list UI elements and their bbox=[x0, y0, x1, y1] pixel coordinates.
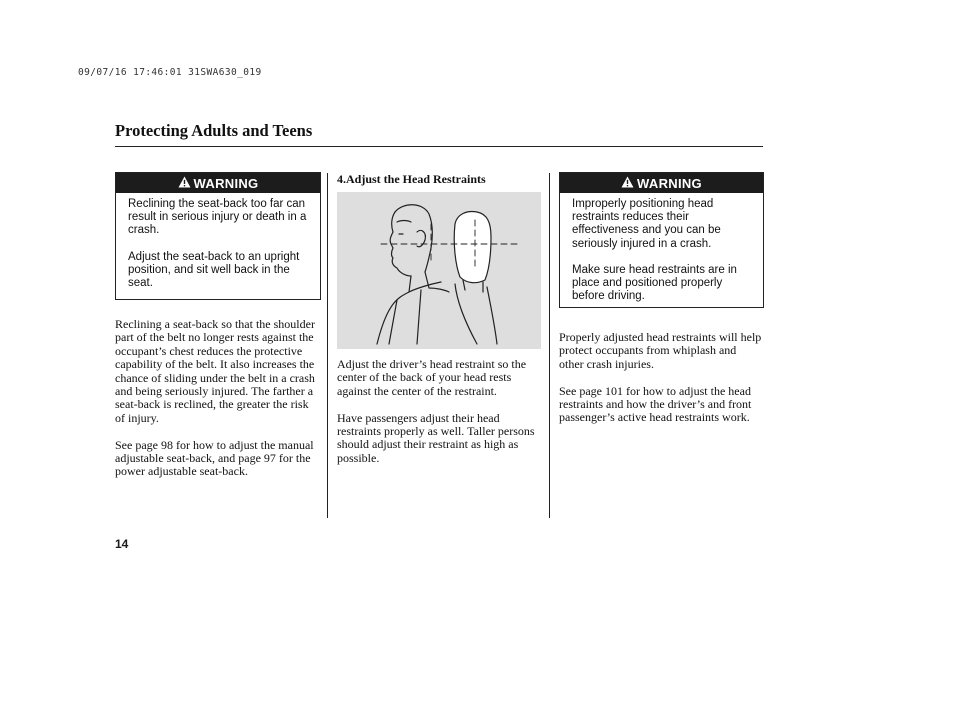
warning-right-text-1: Improperly positioning head restraints reduces their effectiveness and you can be seriously injured in a crash. bbox=[572, 198, 721, 250]
warning-header-left bbox=[116, 173, 320, 193]
left-column-text bbox=[115, 318, 319, 492]
section-heading: 4.Adjust the Head Restraints bbox=[337, 172, 486, 186]
head-restraint-illustration bbox=[337, 192, 541, 349]
warning-triangle-icon bbox=[178, 176, 191, 191]
warning-right-text-2: Make sure head restraints are in place and positioned properly before driving. bbox=[572, 263, 737, 303]
print-timestamp: 09/07/16 17:46:01 31SWA630_019 bbox=[78, 67, 262, 78]
middle-paragraph-1: Adjust the driver’s head restraint so the center of the back of your head rests against the center of the restraint. bbox=[337, 357, 527, 398]
warning-triangle-icon bbox=[621, 176, 634, 191]
page-number: 14 bbox=[115, 537, 129, 551]
right-paragraph-1: Properly adjusted head restraints will help protect occupants from whiplash and other crash injuries. bbox=[559, 330, 762, 371]
left-paragraph-1: Reclining a seat-back so that the shoulder part of the belt no longer rests against the occupant’s chest reduces the protective capability of the belt. It also increases the chance of sliding under the belt in a crash and being seriously injured. The farther a seat-back is reclined, the greater the risk of injury. bbox=[115, 317, 315, 425]
middle-column-text bbox=[337, 358, 541, 479]
column-divider-left bbox=[327, 173, 328, 518]
warning-box-right bbox=[559, 172, 764, 308]
warning-label-right: WARNING bbox=[637, 175, 702, 191]
middle-paragraph-2: Have passengers adjust their head restraints properly as well. Taller persons should adjust their restraint as high as possible. bbox=[337, 410, 535, 465]
warning-box-left bbox=[115, 172, 321, 300]
warning-left-text-2: Adjust the seat-back to an upright position, and sit well back in the seat. bbox=[128, 250, 300, 290]
warning-label-left: WARNING bbox=[193, 175, 259, 191]
warning-header-right bbox=[560, 173, 763, 193]
title-divider bbox=[115, 146, 763, 147]
right-paragraph-2: See page 101 for how to adjust the head restraints and how the driver’s and front passenger’s active head restraints work. bbox=[559, 383, 752, 425]
warning-left-text-1: Reclining the seat-back too far can result in serious injury or death in a crash. bbox=[128, 198, 307, 237]
left-paragraph-2: See page 98 for how to adjust the manual adjustable seat-back, and page 97 for the power adjustable seat-back. bbox=[115, 437, 314, 479]
page-title: Protecting Adults and Teens bbox=[115, 121, 313, 140]
column-divider-right bbox=[549, 173, 550, 518]
right-column-text bbox=[559, 331, 763, 438]
